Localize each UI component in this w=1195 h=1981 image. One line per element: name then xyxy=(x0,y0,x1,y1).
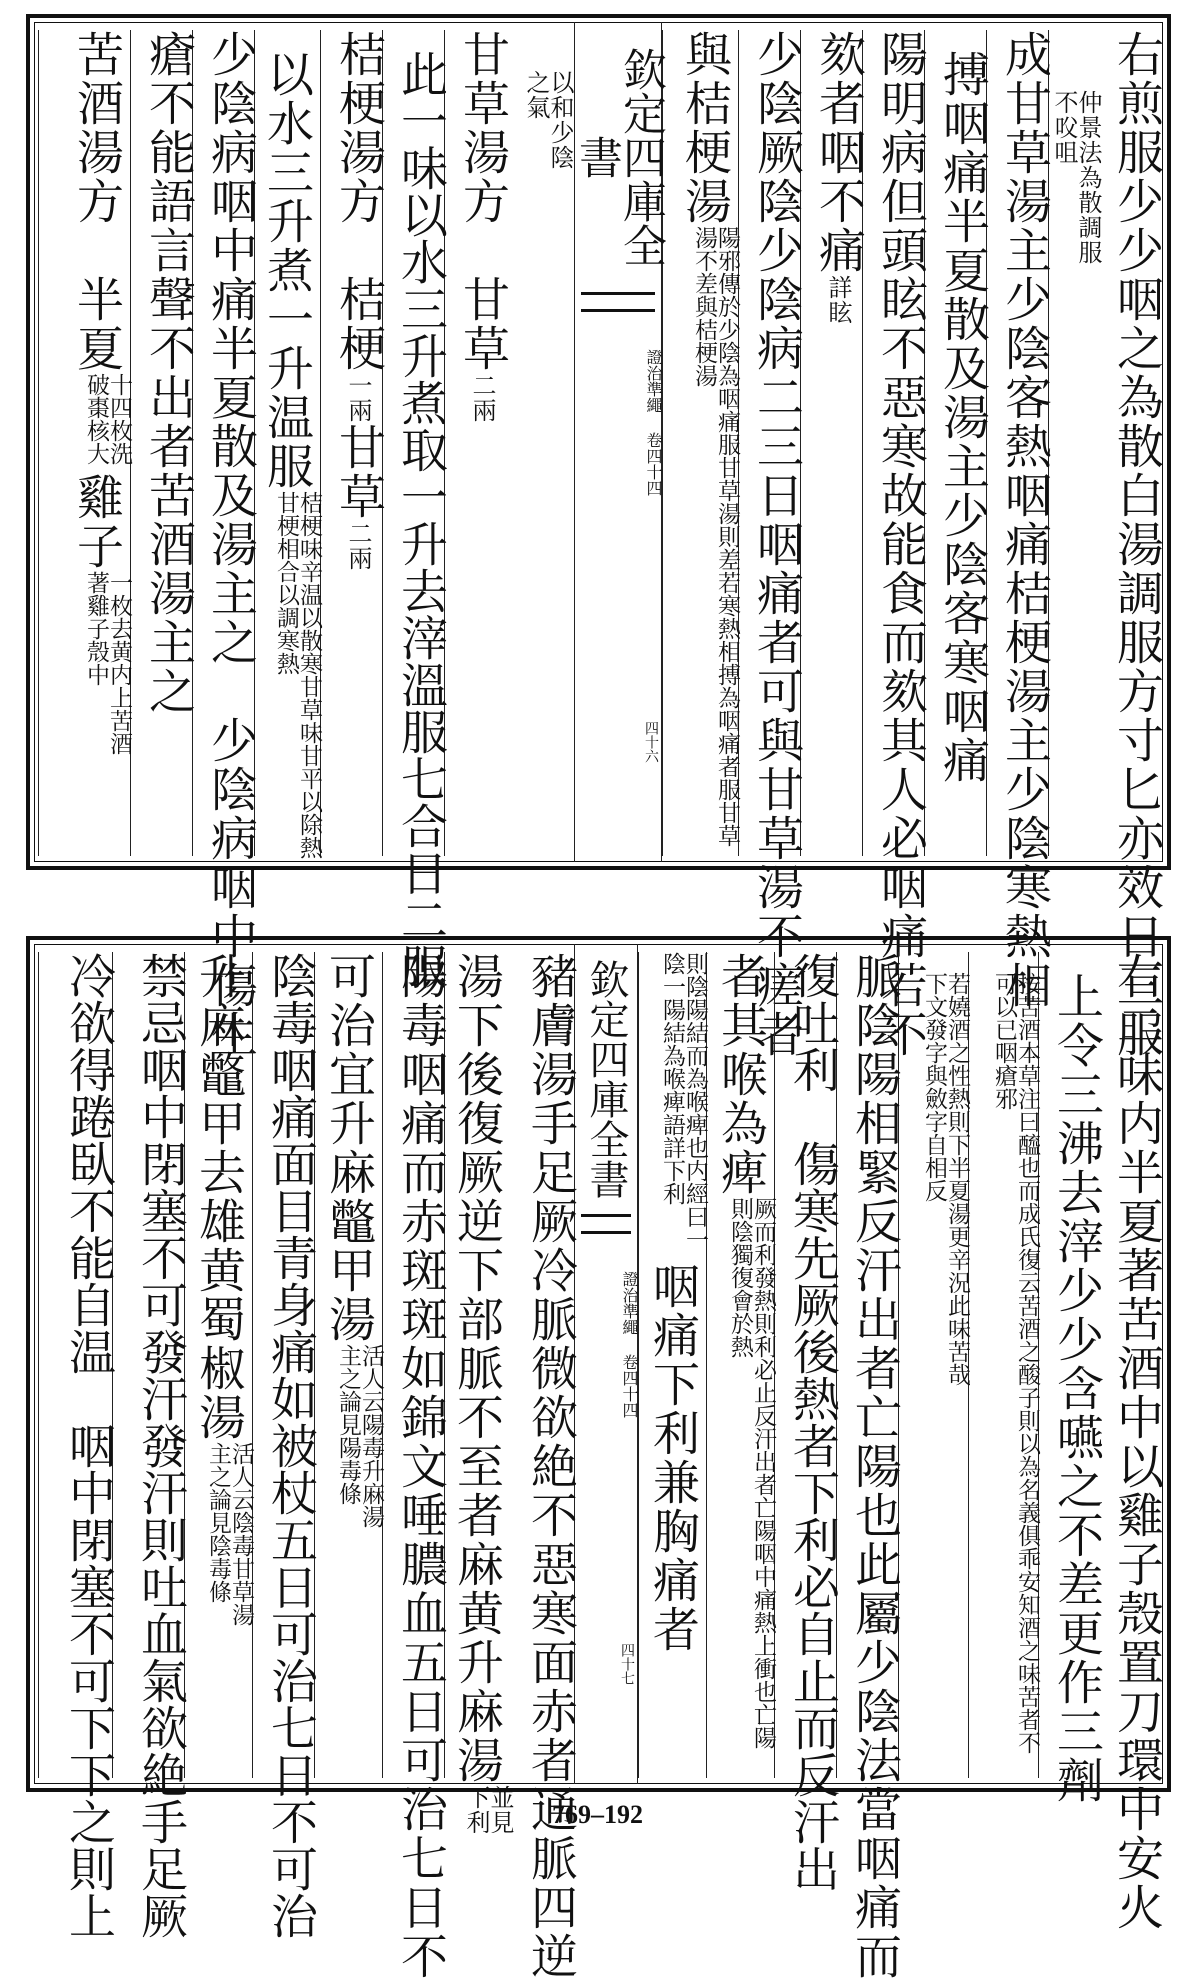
bottom-col-10 xyxy=(444,952,514,1835)
top-volume-label: 證治準繩 卷四十四 xyxy=(644,348,663,496)
bottom-col-15 xyxy=(112,952,188,1939)
top-page-number: 四十六 xyxy=(643,721,659,763)
top-col-5 xyxy=(862,30,928,1059)
top-col-14 xyxy=(192,30,258,1059)
bottom-col-16 xyxy=(38,952,116,1939)
bottom-col-12 xyxy=(314,952,382,1778)
bottom-col-14 xyxy=(184,952,252,1778)
bottom-col-3 xyxy=(968,952,1038,1778)
top-col-7 xyxy=(738,30,804,1059)
col-note: 厥而利發熱則利必止反汗出者亡陽咽中痛熱上衝也亡陽則陰獨復會於熱 xyxy=(727,1197,776,1749)
col-text: 陽毒咽痛而赤斑斑如錦文唾膿血五日可治七日不 xyxy=(393,952,448,1981)
top-col-15 xyxy=(130,30,196,856)
top-col-11 xyxy=(382,30,448,990)
col-text: 傷寒先厥後熱者下利必自止而反汗出 xyxy=(785,1140,840,1892)
bottom-col-11 xyxy=(382,952,448,1981)
col-text: 成甘草湯主少陰客熱咽痛桔梗湯主少陰寒熱相 xyxy=(997,30,1052,1010)
col-text: 豬膚湯手足厥冷脈微欲絶不惡寒面赤者通脈四逆 xyxy=(523,952,578,1981)
col-text: 與桔梗湯 xyxy=(677,30,732,226)
col-text: 復吐利 xyxy=(785,952,840,1093)
top-col-1 xyxy=(1100,30,1164,1059)
bottom-page-number: 四十七 xyxy=(619,1643,635,1685)
bottom-col-8 xyxy=(638,952,706,1778)
col-text: 甘草 xyxy=(455,275,510,373)
col-text: 者其喉為痺 xyxy=(713,952,768,1197)
top-col-9 xyxy=(506,30,572,856)
bottom-col-2 xyxy=(1038,952,1104,1805)
bottom-page xyxy=(0,922,1195,1981)
col-note: 十四枚洗破棗核大 xyxy=(83,373,132,465)
col-text: 上令三沸去滓少少含嚥之不差更作三劑 xyxy=(1049,972,1104,1805)
top-col-3 xyxy=(986,30,1052,1010)
bottom-col-4 xyxy=(898,952,968,1778)
top-col-2 xyxy=(1048,30,1100,856)
col-text: 苦酒湯方 xyxy=(69,30,124,226)
col-text: 湯下後復厥逆下部脈不至者麻黄升麻湯 xyxy=(449,952,504,1785)
col-text: 瘡不能語言聲不出者苦酒湯主之 xyxy=(141,30,196,716)
col-text: 甘草湯方 xyxy=(455,30,510,226)
col-note: 桔梗味辛温以散寒甘草味甘平以除熱甘梗相合以調寒熱 xyxy=(273,491,322,859)
col-text: 咽中閉塞不可下下之則上 xyxy=(61,1422,116,1939)
top-col-13 xyxy=(254,30,322,859)
top-book-title: 欽定四庫全書 xyxy=(571,47,666,267)
top-col-4 xyxy=(924,30,990,856)
col-text: 欬者咽不痛 xyxy=(811,30,866,275)
col-text: 半夏 xyxy=(69,275,124,373)
top-col-12 xyxy=(320,30,386,856)
col-text: 陽明病但頭眩不惡寒故能食而欬其人必咽痛若不 xyxy=(873,30,928,1059)
top-col-10 xyxy=(444,30,510,856)
col-text: 可治宜升麻鼈甲湯 xyxy=(321,952,376,1344)
col-text: 右二味内半夏著苦酒中以雞子殼置刀環中安火 xyxy=(1109,952,1164,1932)
col-note: 活人云陽毒升麻湯主之論見陽毒條 xyxy=(335,1344,384,1528)
col-text: 陰毒咽痛面目青身痛如被杖五日可治七日不可治 xyxy=(263,952,318,1939)
col-text: 此一味以水三升煮取一升去滓溫服七合日二服 xyxy=(393,50,448,990)
bottom-book-title: 欽定四庫全書 xyxy=(583,959,629,1199)
col-text: 桔梗 xyxy=(331,275,386,373)
col-note: 二兩 xyxy=(468,373,496,423)
col-text: 少陰病咽中痛半夏散及湯主之 xyxy=(203,30,258,667)
col-note: 陽邪傳於少陰為咽痛服甘草湯則差若寒熱相搏為咽痛者服甘草湯不差與桔梗湯 xyxy=(691,226,740,847)
col-note: 二兩 xyxy=(344,521,372,571)
top-col-8 xyxy=(662,30,738,856)
top-col-16 xyxy=(38,30,130,856)
bottom-col-9 xyxy=(512,952,578,1981)
bottom-volume-label: 證治準繩 卷四十四 xyxy=(620,1270,639,1418)
top-fish-tail xyxy=(581,292,655,312)
col-text: 以水三升煮一升温服 xyxy=(259,50,314,491)
col-note: 一兩 xyxy=(344,373,372,423)
bottom-col-5 xyxy=(836,952,902,1981)
col-text: 冷欲得踡臥不能自温 xyxy=(61,952,116,1375)
col-text: 甘草 xyxy=(331,423,386,521)
col-note: 活人云陰毒甘草湯主之論見陰毒條 xyxy=(205,1442,254,1626)
col-note: 則陰陽結而為喉痺也内經曰一陰一陽結為喉痺語詳下利 xyxy=(659,952,708,1251)
top-col-6 xyxy=(800,30,866,856)
col-text: 桔梗湯方 xyxy=(331,30,386,226)
page-footer-number: 769–192 xyxy=(552,1800,643,1829)
col-text: 右煎服少少咽之為散白湯調服方寸匕亦效日三服 xyxy=(1109,30,1164,1059)
col-note: 並見下利 xyxy=(462,1785,514,1835)
col-text: 脈陰陽相緊反汗出者亡陽也此屬少陰法當咽痛而 xyxy=(847,952,902,1981)
col-text: 禁忌咽中閉塞不可發汗發汗則吐血氣欲絶手足厥 xyxy=(133,952,188,1939)
bottom-center-column xyxy=(574,944,638,1784)
col-note: 詳眩 xyxy=(824,275,852,325)
col-text: 搏咽痛半夏散及湯主少陰客寒咽痛 xyxy=(935,50,990,785)
bottom-col-1 xyxy=(1100,952,1164,1932)
col-note: 按苦酒本草注曰醯也而成氏復云苦酒之酸子則以為名義俱乖安知酒之味苦者不可以已咽瘡邪 xyxy=(991,972,1040,1754)
col-text: 少陰厥陰少陰病二三日咽痛者可與甘草湯不瘥者 xyxy=(749,30,804,1059)
col-text: 咽痛下利兼胸痛者 xyxy=(645,1262,700,1654)
col-text: 少陰病咽中傷生 xyxy=(203,716,258,1059)
bottom-col-6 xyxy=(774,952,840,1892)
top-center-column xyxy=(571,22,666,862)
bottom-col-7 xyxy=(706,952,774,1778)
col-note: 以和少陰之氣 xyxy=(522,70,574,170)
col-note: 一枚去黄内上苦酒著雞子殼中 xyxy=(83,571,132,755)
col-note: 若嬈酒之性熱則下半夏湯更辛況此味苦哉下文發字與斂字自相反 xyxy=(921,972,970,1386)
col-text: 升麻鼈甲去雄黄蜀椒湯 xyxy=(191,952,246,1442)
bottom-fish-tail xyxy=(581,1214,631,1234)
bottom-col-13 xyxy=(252,952,318,1939)
col-note: 仲景法為散調服不㕮咀 xyxy=(1050,90,1102,265)
col-text: 雞子 xyxy=(69,473,124,571)
